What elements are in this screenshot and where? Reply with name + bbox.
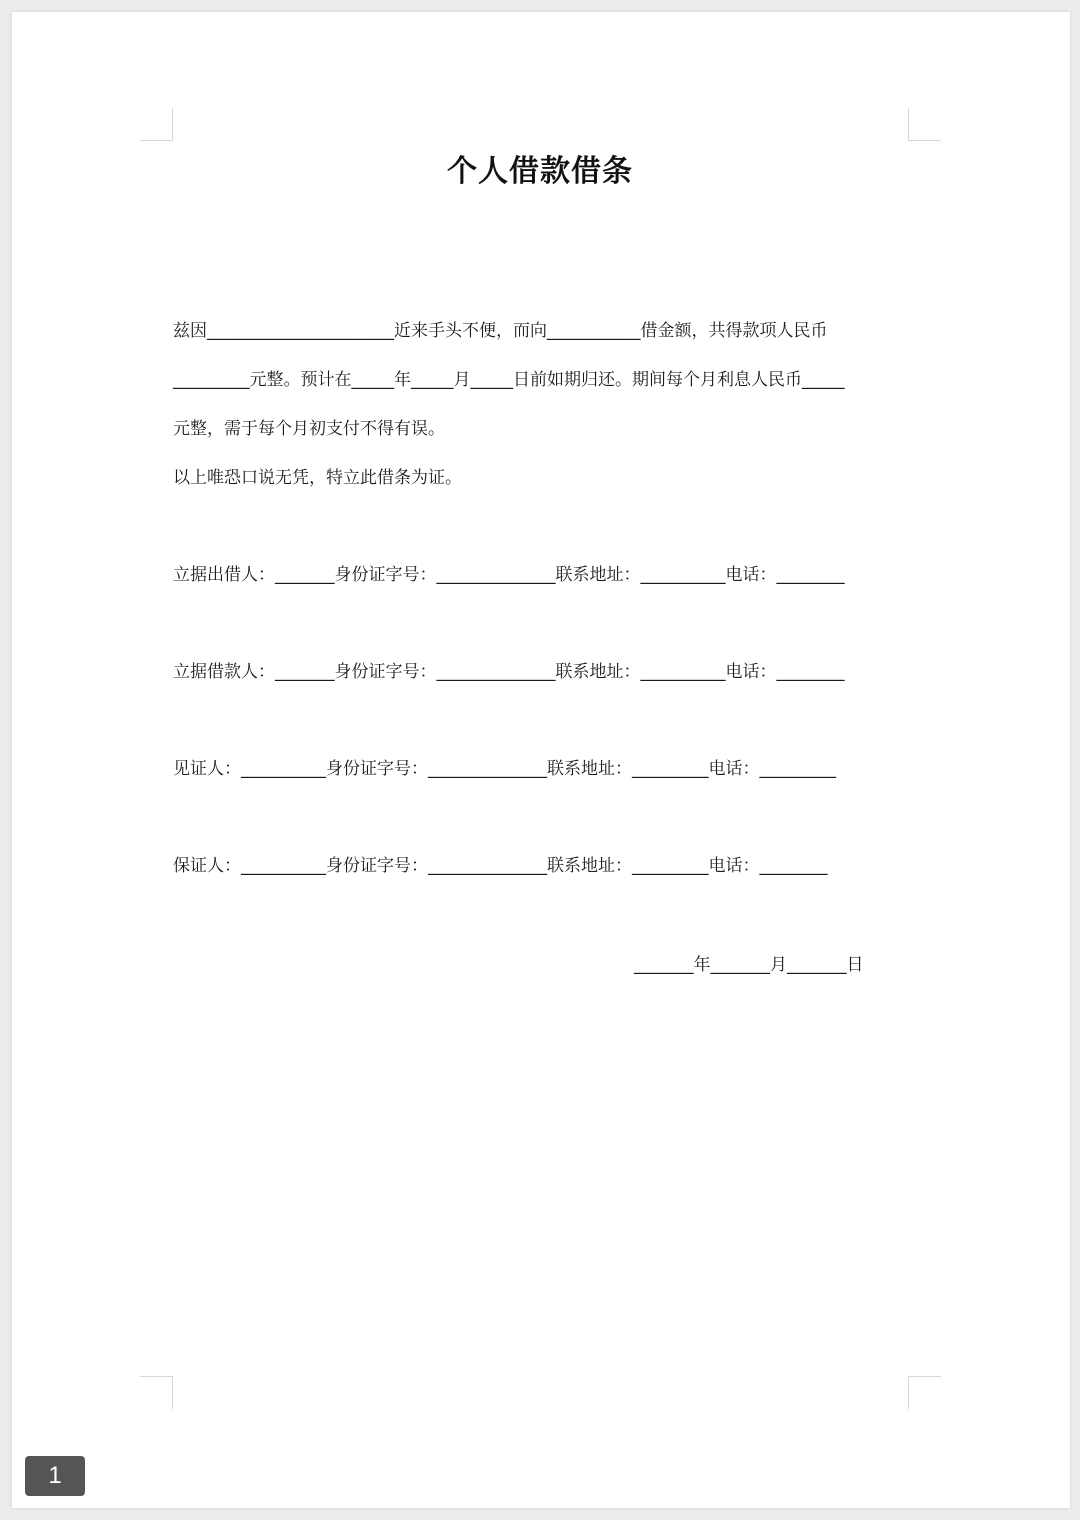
page-corner-mark-top-left [140,108,173,141]
page-number-badge[interactable]: 1 [25,1456,85,1496]
witness-signature-line: 见证人：__________身份证字号：______________联系地址：_________电话：_________ [173,759,836,779]
page-corner-mark-top-right [908,108,941,141]
guarantor-signature-line: 保证人：__________身份证字号：______________联系地址：_________电话：________ [173,856,828,876]
lender-signature-line: 立据出借人：_______身份证字号：______________联系地址：__________电话：________ [173,565,845,585]
page-corner-mark-bottom-right [908,1376,941,1409]
date-line: _______年_______月_______日 [634,955,864,975]
body-line-4: 以上唯恐口说无凭，特立此借条为证。 [173,468,462,488]
borrower-signature-line: 立据借款人：_______身份证字号：______________联系地址：__________电话：________ [173,662,845,682]
body-line-2: _________元整。预计在_____年_____月_____日前如期归还。期间每个月利息人民币_____ [173,370,845,390]
document-title: 个人借款借条 [447,154,633,189]
page-corner-mark-bottom-left [140,1376,173,1409]
body-line-3: 元整，需于每个月初支付不得有误。 [173,419,445,439]
body-line-1: 兹因______________________近来手头不便，而向___________借金额，共得款项人民币 [173,321,828,341]
